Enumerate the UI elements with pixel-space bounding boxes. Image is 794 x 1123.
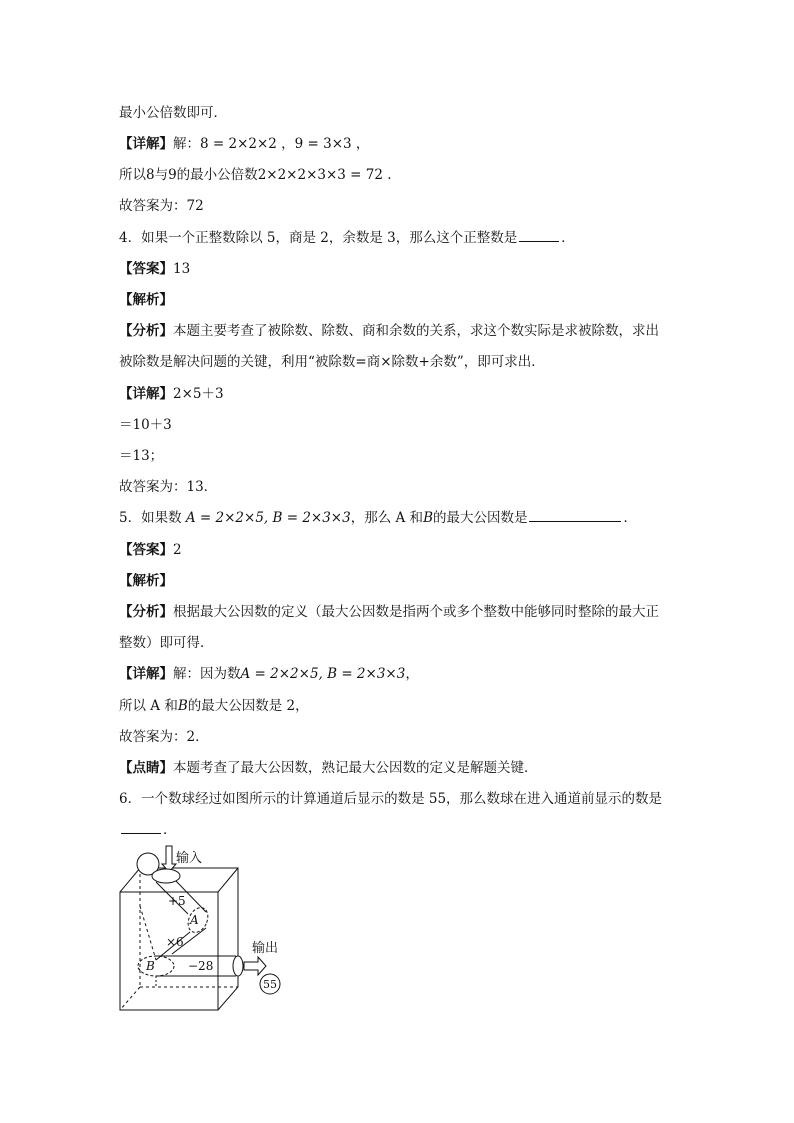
answer-line: 故答案为：2． <box>119 729 209 745</box>
result-value: 55 <box>263 978 277 991</box>
hidden-edge <box>120 987 140 1010</box>
detail-tag: 【详解】 <box>119 666 173 682</box>
answer-blank <box>529 509 621 522</box>
analysis-line: 【分析】本题主要考查了被除数、除数、商和余数的关系，求这个数实际是求被除数，求出 <box>119 323 659 339</box>
output-arrow <box>244 957 266 975</box>
answer-line: 故答案为：72 <box>119 198 204 214</box>
op-minus-28: −28 <box>188 959 214 973</box>
answer-line: 【答案】2 <box>119 542 182 558</box>
question-6: 6．一个数球经过如图所示的计算通道后显示的数是 55，那么数球在进入通道前显示的数是 <box>119 791 663 807</box>
op-times-6: ×6 <box>166 935 184 949</box>
math-expression: A = 2×2×5, B = 2×3×3 <box>185 510 351 526</box>
math-step: ＝10＋3 <box>119 417 172 433</box>
op-add-5: +5 <box>168 894 186 908</box>
detail-line: 【详解】解：因为数A = 2×2×5, B = 2×3×3， <box>119 666 419 682</box>
text-line: 最小公倍数即可． <box>119 105 227 121</box>
answer-line: 【答案】13 <box>119 261 191 277</box>
text-line: 所以 A 和B的最大公因数是 2， <box>119 698 309 714</box>
math-expression: 2×2×2×3×3 = 72 . <box>257 167 392 183</box>
math-expression: 8 = 2×2×2 ，9 = 3×3 ， <box>200 136 370 152</box>
answer-tag: 【答案】 <box>119 261 173 277</box>
input-label: 输入 <box>176 851 203 866</box>
point-a: A <box>190 913 199 927</box>
question-5: 5．如果数 A = 2×2×5, B = 2×3×3，那么 A 和B的最大公因数是 ． <box>119 510 637 526</box>
analysis-line: 【分析】根据最大公因数的定义（最大公因数是指两个或多个整数中能够同时整除的最大正 <box>119 604 659 620</box>
analysis-tag: 【解析】 <box>119 292 173 308</box>
analysis-sub-tag: 【分析】 <box>119 323 173 339</box>
comment-tag: 【点睛】 <box>119 760 173 776</box>
detail-tag: 【详解】 <box>119 386 173 402</box>
analysis-tag: 【解析】 <box>119 573 173 589</box>
question-4: 4．如果一个正整数除以 5，商是 2，余数是 3，那么这个正整数是 ． <box>119 230 575 246</box>
analysis-line: 整数）即可得． <box>119 635 214 651</box>
channel-entry <box>152 869 180 883</box>
detail-tag: 【详解】 <box>119 136 173 152</box>
output-label: 输出 <box>252 941 279 956</box>
text-line: 所以8与9的最小公倍数2×2×2×3×3 = 72 . <box>119 167 392 183</box>
math-step: ＝13； <box>119 448 164 464</box>
point-b: B <box>146 959 155 973</box>
analysis-line: 被除数是解决问题的关键，利用“被除数=商×除数+余数”，即可求出． <box>119 354 545 370</box>
question-6-blank-line: ． <box>119 820 734 840</box>
answer-blank <box>121 821 161 834</box>
box-edge <box>218 868 238 892</box>
detail-line: 【详解】2×5＋3 <box>119 386 224 402</box>
analysis-sub-tag: 【分析】 <box>119 604 173 620</box>
comment-line: 【点睛】本题考查了最大公因数，熟记最大公因数的定义是解题关键． <box>119 760 538 776</box>
computation-channel-figure <box>110 842 310 1018</box>
answer-tag: 【答案】 <box>119 542 173 558</box>
math-expression: A = 2×2×5, B = 2×3×3 <box>240 666 406 682</box>
answer-line: 故答案为：13． <box>119 479 218 495</box>
answer-blank <box>519 229 559 242</box>
detail-line: 【详解】解：8 = 2×2×2 ，9 = 3×3 ， <box>119 136 370 152</box>
